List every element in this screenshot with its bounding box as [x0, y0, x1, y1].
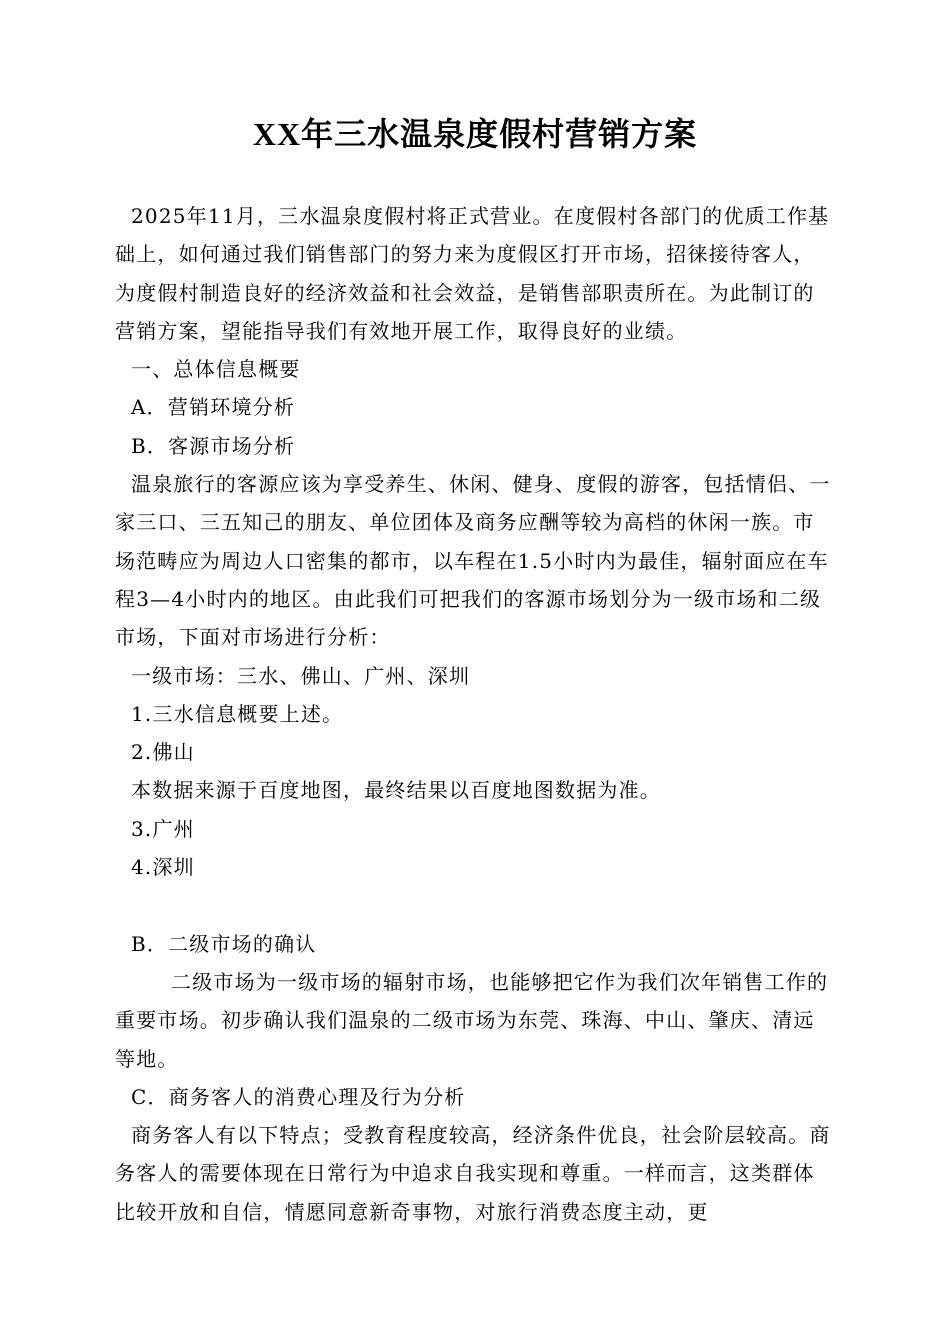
subsection-heading-source-market: B．客源市场分析	[131, 433, 296, 458]
subsection-heading-business-guests: C．商务客人的消费心理及行为分析	[131, 1084, 466, 1109]
intro-paragraph: 2025年11月，三水温泉度假村将正式营业。在度假村各部门的优质工作基础上，如何通过我们销售部门的努力来为度假区打开市场，招徕接待客人，为度假村制造良好的经济效益和社会效益，是销售部职责所在。为此制订的营销方案，望能指导我们有效地开展工作，取得良好的业绩。	[115, 204, 830, 343]
document-body	[115, 197, 835, 1231]
source-market-paragraph: 温泉旅行的客源应该为享受养生、休闲、健身、度假的游客，包括情侣、一家三口、三五知己的朋友、单位团体及商务应酬等较为高档的休闲一族。市场范畴应为周边人口密集的都市，以车程在1.5小时内为最佳，辐射面应在车程3—4小时内的地区。由此我们可把我们的客源市场划分为一级市场和二级市场，下面对市场进行分析：	[115, 472, 831, 650]
data-source-note: 本数据来源于百度地图，最终结果以百度地图数据为准。	[131, 778, 661, 803]
blank-line	[115, 886, 835, 924]
list-item-foshan: 2.佛山	[131, 740, 195, 765]
primary-market-line: 一级市场：三水、佛山、广州、深圳	[131, 663, 471, 688]
subsection-heading-environment: A．营销环境分析	[131, 395, 296, 420]
section-heading-overview: 一、总体信息概要	[131, 357, 301, 382]
subsection-heading-secondary-market: B．二级市场的确认	[131, 931, 317, 956]
business-guests-paragraph: 商务客人有以下特点；受教育程度较高，经济条件优良，社会阶层较高。商务客人的需要体现在日常行为中追求自我实现和尊重。一样而言，这类群体比较开放和自信，情愿同意新奇事物，对旅行消费态度主动，更	[115, 1123, 831, 1224]
list-item-sanshui: 1.三水信息概要上述。	[131, 701, 344, 726]
document-title: XX年三水温泉度假村营销方案	[252, 116, 698, 152]
list-item-guangzhou: 3.广州	[131, 816, 195, 841]
list-item-shenzhen: 4.深圳	[131, 855, 195, 880]
secondary-market-paragraph: 二级市场为一级市场的辐射市场，也能够把它作为我们次年销售工作的重要市场。初步确认我们温泉的二级市场为东莞、珠海、中山、肇庆、清远等地。	[115, 969, 829, 1071]
